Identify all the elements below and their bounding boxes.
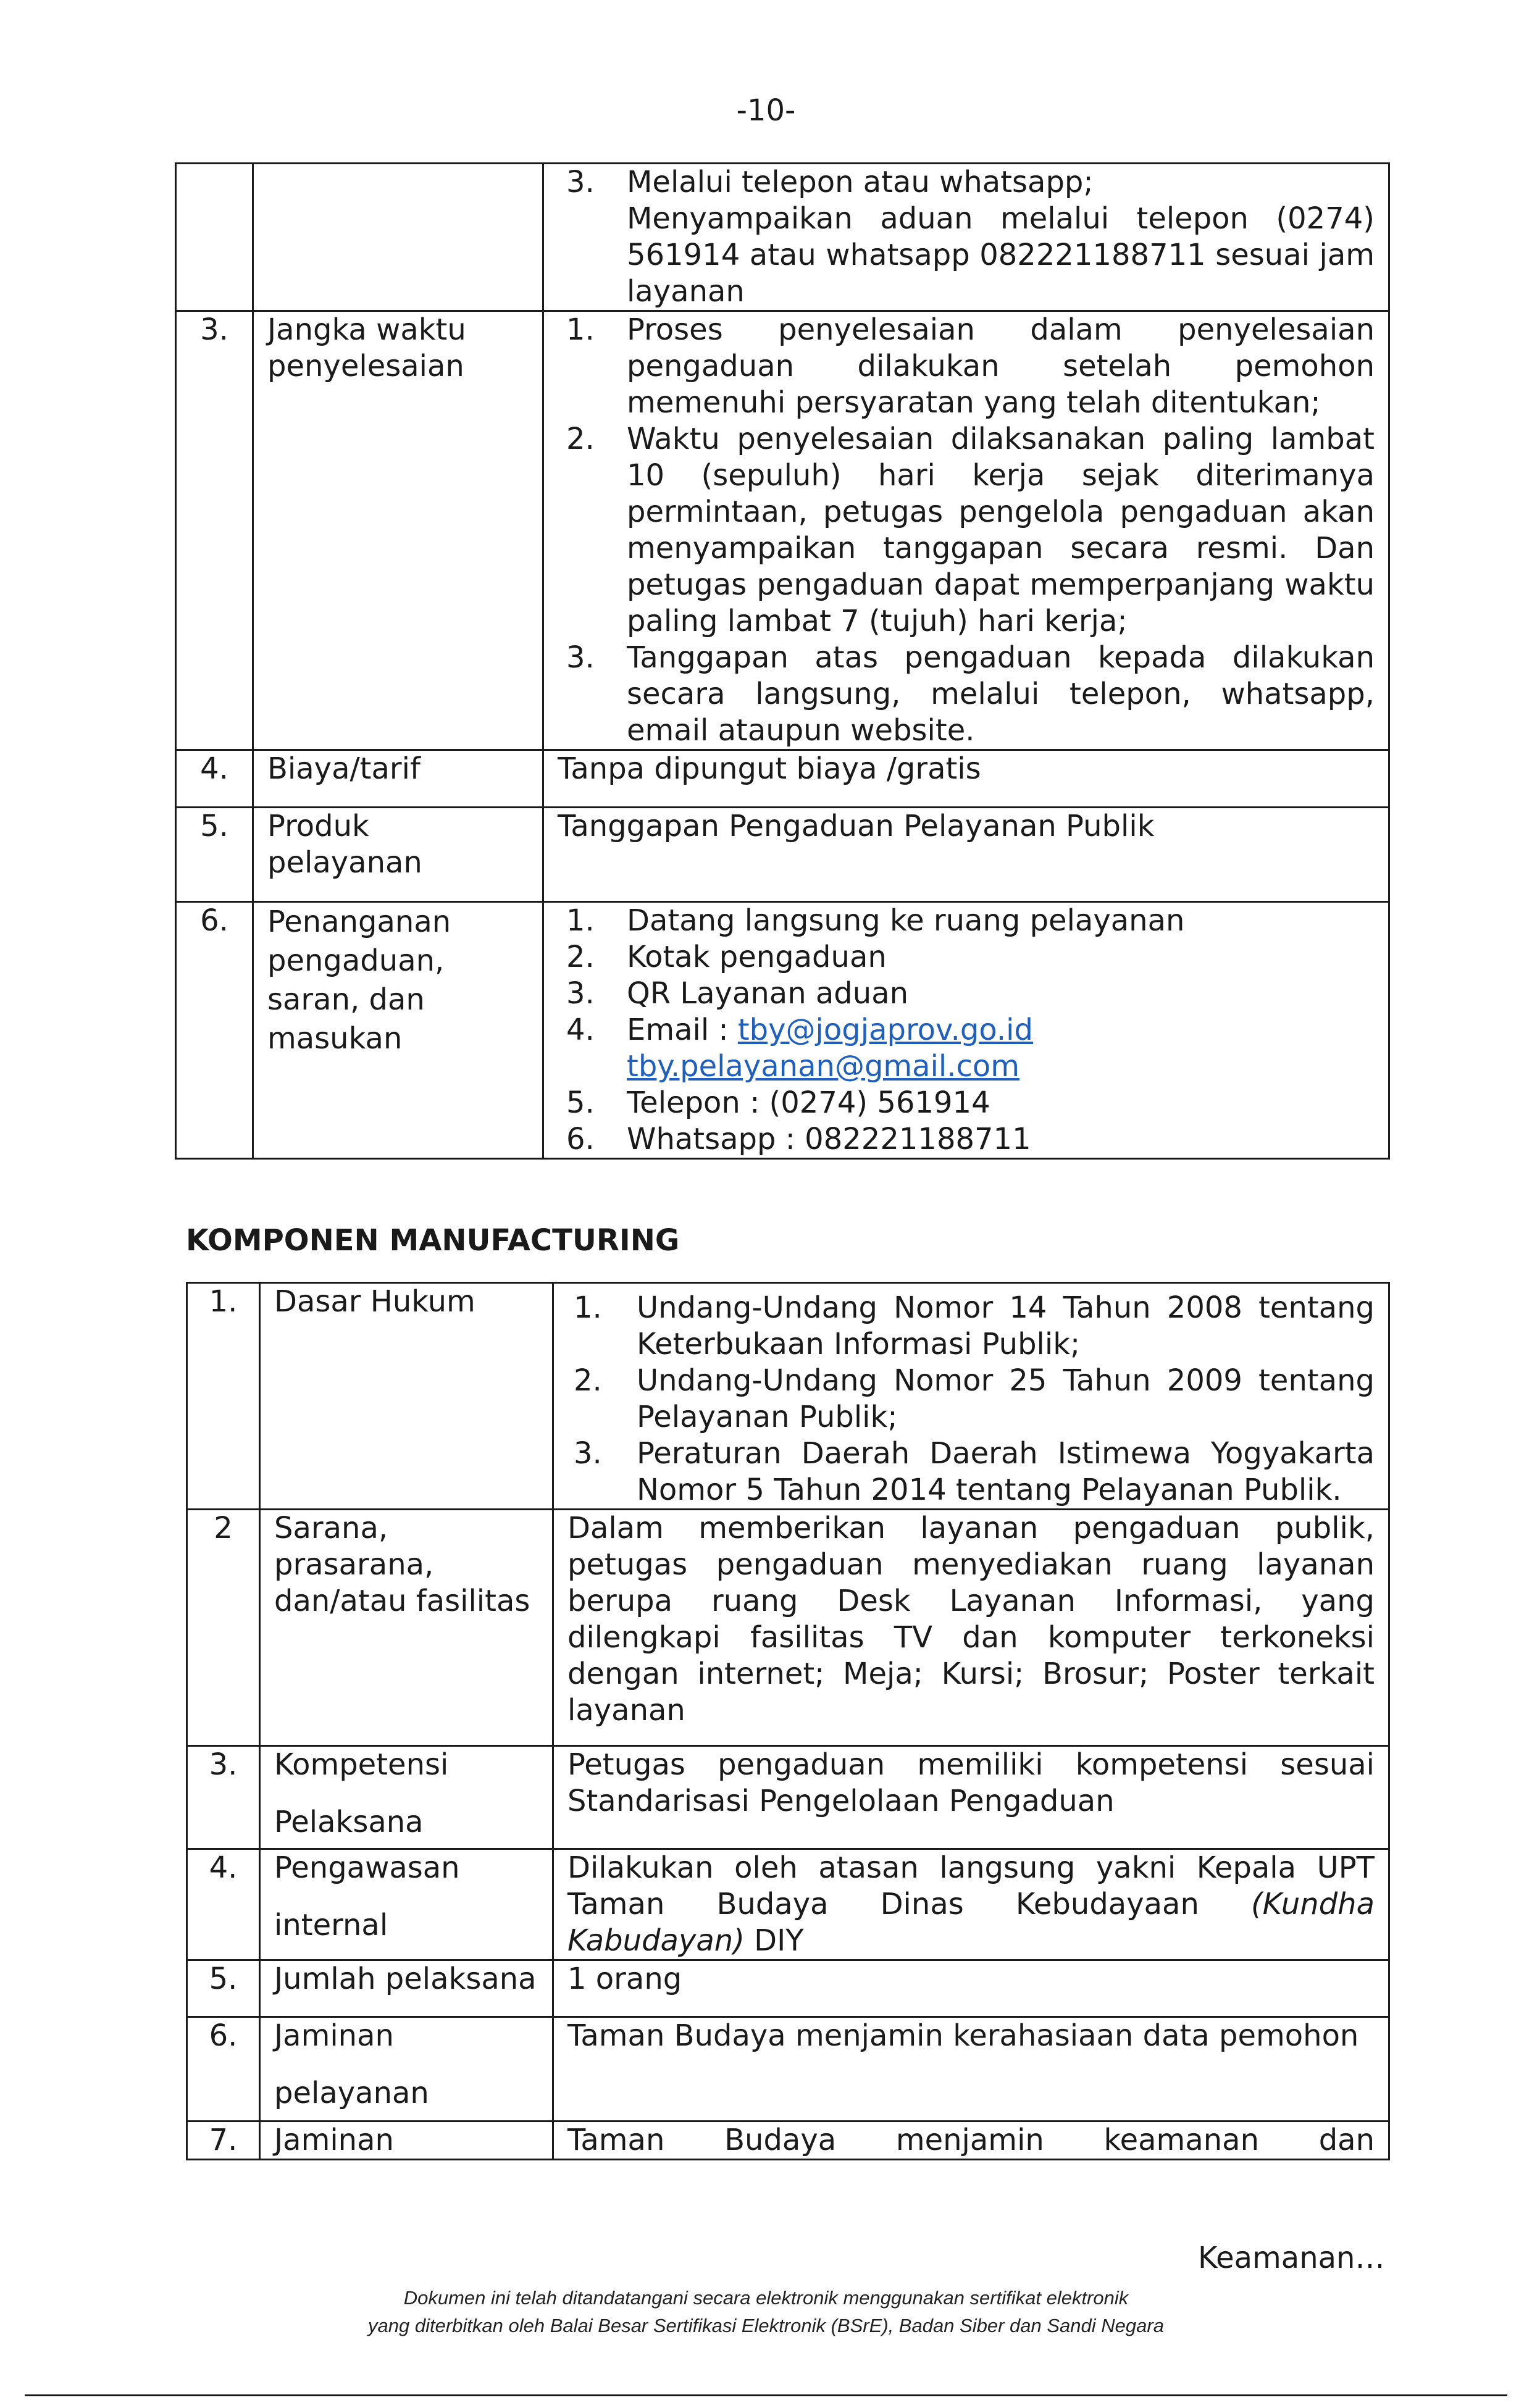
table-row — [176, 808, 1389, 902]
row-label: Kompetensi — [274, 1747, 449, 1782]
list-item: 3. Melalui telepon atau whatsapp; — [566, 165, 1094, 199]
row-label-cell — [260, 1746, 553, 1849]
table-row — [187, 1849, 1389, 1960]
list-item: 1. Undang-Undang Nomor 14 Tahun 2008 tentang Keterbukaan Informasi Publik; — [574, 1290, 1375, 1361]
list-item: 5. Telepon : (0274) 561914 — [566, 1085, 990, 1120]
table-row — [176, 750, 1389, 808]
list-item: 2. Kotak pengaduan — [566, 940, 887, 974]
row-label-line2: Pelaksana — [274, 1805, 424, 1839]
row-label-cell — [253, 164, 543, 311]
row-number: 7. — [187, 2122, 260, 2160]
table-row — [176, 902, 1389, 1159]
row-label: Jumlah pelaksana — [260, 1960, 553, 2017]
row-number: 4. — [187, 1849, 260, 1960]
row-label-cell — [260, 2017, 553, 2122]
row-value: Tanpa dipungut biaya /gratis — [543, 750, 1389, 808]
table-row — [187, 1960, 1389, 2017]
row-value-cell — [543, 311, 1389, 750]
footer-signature-note-2: yang diterbitkan oleh Balai Besar Sertifikasi Elektronik (BSrE), Badan Siber dan Sandi Negara — [368, 2315, 1164, 2336]
row-value: 1 orang — [553, 1960, 1389, 2017]
email-link-2[interactable]: tby.pelayanan@gmail.com — [627, 1049, 1020, 1084]
row-label: Jaminan — [274, 2018, 394, 2053]
row-number: 6. — [187, 2017, 260, 2122]
list-item: 3. Peraturan Daerah Daerah Istimewa Yogyakarta Nomor 5 Tahun 2014 tentang Pelayanan Publik. — [574, 1436, 1375, 1507]
row-number: 4. — [176, 750, 253, 808]
row-label-line2: pelayanan — [274, 2076, 429, 2110]
row-label: Sarana, prasarana, dan/atau fasilitas — [260, 1510, 553, 1746]
row-label: Penanganan pengaduan, saran, dan masukan — [253, 902, 543, 1159]
table-row — [187, 1510, 1389, 1746]
row-value-cell — [543, 164, 1389, 311]
list-item: 6. Whatsapp : 082221188711 — [566, 1122, 1031, 1156]
row-value-tail: DIY — [744, 1923, 804, 1958]
page-number: -10- — [736, 93, 796, 128]
row-number: 2 — [187, 1510, 260, 1746]
row-number: 3. — [187, 1746, 260, 1849]
row-label-cell — [260, 1849, 553, 1960]
row-label: Jaminan — [260, 2122, 553, 2160]
table-row — [187, 1746, 1389, 1849]
row-value: Tanggapan Pengaduan Pelayanan Publik — [543, 808, 1389, 902]
row-label: Biaya/tarif — [253, 750, 543, 808]
list-item: 4. Email : tby@jogjaprov.go.id — [566, 1013, 1033, 1047]
footer-signature-note: Dokumen ini telah ditandatangani secara elektronik menggunakan sertifikat elektronik — [403, 2287, 1129, 2309]
row-label: Produk pelayanan — [253, 808, 543, 902]
list-item-continuation: Menyampaikan aduan melalui telepon (0274) 561914 atau whatsapp 082221188711 sesuai jam layanan — [627, 201, 1375, 309]
bottom-rule — [25, 2394, 1507, 2396]
row-value-cell — [543, 902, 1389, 1159]
row-value-italic: (Kundha Kabudayan) — [567, 1887, 1375, 1958]
email-link-1[interactable]: tby@jogjaprov.go.id — [737, 1013, 1033, 1047]
row-number-cell — [176, 164, 253, 311]
row-label: Dasar Hukum — [260, 1283, 553, 1510]
row-label: Pengawasan — [274, 1850, 460, 1885]
row-number: 3. — [176, 311, 253, 750]
row-value: Dilakukan oleh atasan langsung yakni Kepala UPT Taman Budaya Dinas Kebudayaan — [567, 1850, 1375, 1921]
row-value: Taman Budaya menjamin keamanan dan — [553, 2122, 1389, 2160]
row-value: Taman Budaya menjamin kerahasiaan data pemohon — [553, 2017, 1389, 2122]
row-value: Petugas pengaduan memiliki kompetensi sesuai Standarisasi Pengelolaan Pengaduan — [553, 1746, 1389, 1849]
row-value: Dalam memberikan layanan pengaduan publik, petugas pengaduan menyediakan ruang layanan berupa ruang Desk Layanan Informasi, yang dilengkapi fasilitas TV dan komputer terkoneksi dengan internet; Meja; Kursi; Brosur; Poster terkait layanan — [553, 1510, 1389, 1746]
row-number: 6. — [176, 902, 253, 1159]
list-item: 1. Datang langsung ke ruang pelayanan — [566, 903, 1185, 938]
row-number: 5. — [176, 808, 253, 902]
row-value-cell — [553, 1283, 1389, 1510]
table-row — [187, 2017, 1389, 2122]
manufacturing-table — [186, 1282, 1390, 2160]
list-item: 1. Proses penyelesaian dalam penyelesaian pengaduan dilakukan setelah pemohon memenuhi persyaratan yang telah ditentukan; — [566, 312, 1375, 420]
table-row — [176, 311, 1389, 750]
table-row — [187, 2122, 1389, 2160]
row-number: 1. — [187, 1283, 260, 1510]
list-item: 2. Waktu penyelesaian dilaksanakan paling lambat 10 (sepuluh) hari kerja sejak diterimanya permintaan, petugas pengelola pengaduan akan menyampaikan tanggapan secara resmi. Dan petugas pengaduan dapat memperpanjang waktu paling lambat 7 (tujuh) hari kerja; — [566, 422, 1375, 638]
row-label: Jangka waktu penyelesaian — [253, 311, 543, 750]
list-item — [558, 1048, 1375, 1085]
continuation-word: Keamanan… — [1198, 2241, 1385, 2275]
service-table-continued — [175, 162, 1390, 1160]
list-item: 3. QR Layanan aduan — [566, 976, 909, 1011]
row-number: 5. — [187, 1960, 260, 2017]
section-heading: KOMPONEN MANUFACTURING — [186, 1223, 680, 1258]
table-row — [176, 164, 1389, 311]
table-row — [187, 1283, 1389, 1510]
row-label-line2: internal — [274, 1908, 388, 1942]
row-value-cell — [553, 1849, 1389, 1960]
list-item: 3. Tanggapan atas pengaduan kepada dilakukan secara langsung, melalui telepon, whatsapp, email ataupun website. — [566, 640, 1375, 748]
list-item: 2. Undang-Undang Nomor 25 Tahun 2009 tentang Pelayanan Publik; — [574, 1363, 1375, 1434]
